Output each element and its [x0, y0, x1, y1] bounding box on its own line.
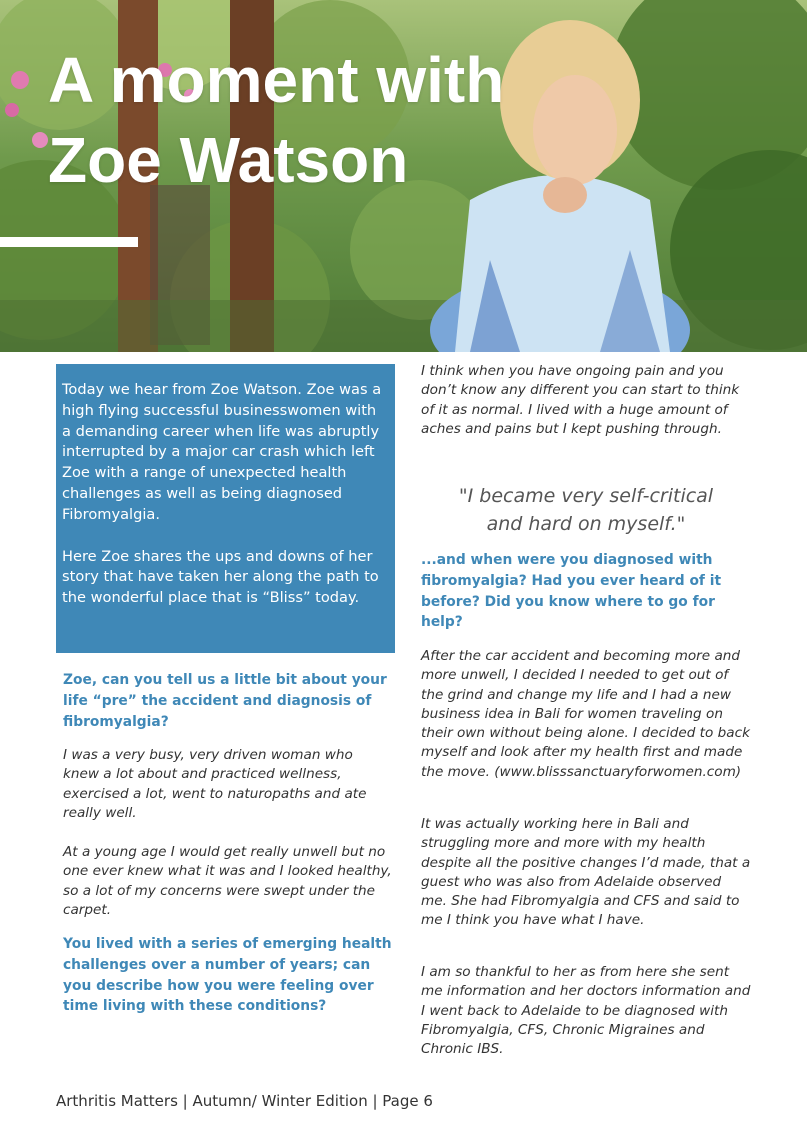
- question-3: ...and when were you diagnosed with fibromyalgia? Had you ever heard of it before? Did you know where to go for help?: [421, 552, 722, 631]
- title-line-1: A moment with: [48, 44, 505, 116]
- answer-2-paragraph-1: I think when you have ongoing pain and you don’t know any different you can start to think of it as normal. I lived with a huge amount of aches and pains but I kept pushing through.: [421, 363, 740, 437]
- page-footer: Arthritis Matters | Autumn/ Winter Edition | Page 6: [56, 1092, 433, 1110]
- pull-quote: [421, 482, 751, 538]
- intro-paragraph-1: Today we hear from Zoe Watson. Zoe was a high flying successful businesswomen with a demanding career when life was abruptly interrupted by a major car crash which left Zoe with a range of unexpected health challenges as well as being diagnosed Fibromyalgia.: [62, 381, 382, 523]
- intro-paragraph-2: Here Zoe shares the ups and downs of her story that have taken her along the path to the wonderful place that is “Bliss” today.: [62, 547, 379, 607]
- question-2: You lived with a series of emerging health challenges over a number of years; can you describe how you were feeling over time living with these conditions?: [63, 936, 392, 1015]
- hero-banner: [0, 0, 807, 352]
- answer-1-paragraph-2: At a young age I would get really unwell but no one ever knew what it was and I looked healthy, so a lot of my concerns were swept under the carpet.: [63, 844, 392, 918]
- pull-quote-line-2: and hard on myself.": [486, 513, 686, 535]
- page-title: [48, 40, 504, 200]
- answer-3-paragraph-1: After the car accident and becoming more and more unwell, I decided I needed to get out of the grind and change my life and I had a new business idea in Bali for women traveling on their own without being alone. I decided to back myself and look after my health first and made the move. (www.blisssanctuaryforwomen.com): [421, 648, 750, 780]
- intro-box: [56, 364, 395, 653]
- title-line-2: Zoe Watson: [48, 124, 409, 196]
- pull-quote-line-1: "I became very self-critical: [458, 485, 714, 507]
- answer-1-paragraph-1: I was a very busy, very driven woman who knew a lot about and practiced wellness, exercised a lot, went to naturopaths and ate really well.: [63, 747, 367, 821]
- question-1: Zoe, can you tell us a little bit about your life “pre” the accident and diagnosis of fibromyalgia?: [63, 672, 387, 730]
- answer-3-paragraph-3: I am so thankful to her as from here she sent me information and her doctors information and I went back to Adelaide to be diagnosed with Fibromyalgia, CFS, Chronic Migraines and Chronic IBS.: [421, 964, 751, 1058]
- title-underline: [0, 237, 138, 247]
- answer-3-paragraph-2: It was actually working here in Bali and struggling more and more with my health despite all the positive changes I’d made, that a guest who was also from Adelaide observed me. She had Fibromyalgia and CFS and said to me I think you have what I have.: [421, 816, 751, 929]
